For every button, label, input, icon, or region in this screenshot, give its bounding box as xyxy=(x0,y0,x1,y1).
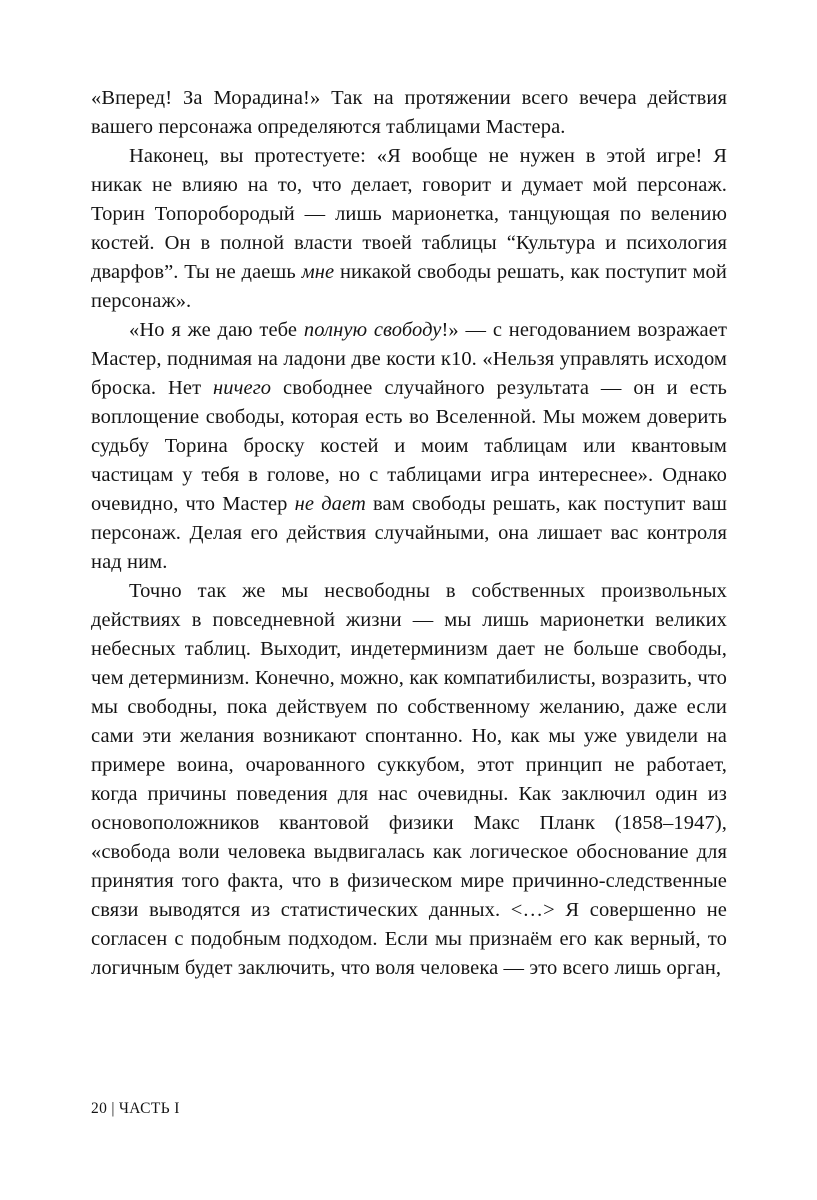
text-run: свободнее случайного результата — он и есть воплощение свободы, которая есть во Вселенной. Мы можем доверить судьбу Торина броску костей и моим таблицам или квантовым частицам у тебя в голове, но с таблицами игра интереснее». Однако очевидно, что Мастер xyxy=(91,377,727,515)
page-text xyxy=(91,84,727,983)
italic-text-run: полную свободу xyxy=(303,319,442,341)
paragraph xyxy=(91,577,727,983)
footer-separator: | xyxy=(111,1100,115,1117)
paragraph xyxy=(91,84,727,142)
text-run: Точно так же мы несвободны в собственных произвольных действиях в повседневной жизни — мы лишь марионетки великих небесных таблиц. Выходит, индетерминизм дает не больше свободы, чем детерминизм. Конечно, можно, как компатибилисты, возразить, что мы свободны, пока действуем по собственному желанию, даже если сами эти желания возникают спонтанно. Но, как мы уже увидели на примере воина, очарованного суккубом, этот принцип не работает, когда причины поведения для нас очевидны. Как заключил один из основоположников квантовой физики Макс Планк (1858–1947), «свобода воли человека выдвигалась как логическое обоснование для принятия того факта, что в физическом мире причинно-следственные связи выводятся из статистических данных. <…> Я совершенно не согласен с подобным подходом. Если мы признаём его как верный, то логичным будет заключить, что воля человека — это всего лишь орган, xyxy=(91,580,727,979)
text-run: вам свободы решать, как поступит ваш персонаж. Делая его действия случайными, она лишает вас контроля над ним. xyxy=(91,493,727,573)
italic-text-run: ничего xyxy=(213,377,272,399)
text-run: никакой свободы решать, как поступит мой персонаж». xyxy=(91,261,727,312)
text-run: «Вперед! За Морадина!» Так на протяжении всего вечера действия вашего персонажа определяются таблицами Мастера. xyxy=(91,87,727,138)
italic-text-run: мне xyxy=(301,261,335,283)
page-number: 20 xyxy=(91,1100,108,1117)
italic-text-run: не дает xyxy=(294,493,366,515)
text-run: !» — с негодованием возражает Мастер, поднимая на ладони две кости к10. «Нельзя управлять исходом броска. Нет xyxy=(91,319,728,399)
text-run: Наконец, вы протестуете: «Я вообще не нужен в этой игре! Я никак не влияю на то, что делает, говорит и думает мой персонаж. Торин Топоробородый — лишь марионетка, танцующая по велению костей. Он в полной власти твоей таблицы “Культура и психология дварфов”. Ты не даешь xyxy=(91,145,727,283)
page-footer xyxy=(91,1100,180,1118)
paragraph xyxy=(91,142,727,316)
paragraph xyxy=(91,316,727,577)
text-run: «Но я же даю тебе xyxy=(129,319,304,341)
part-label: ЧАСТЬ I xyxy=(118,1100,180,1117)
